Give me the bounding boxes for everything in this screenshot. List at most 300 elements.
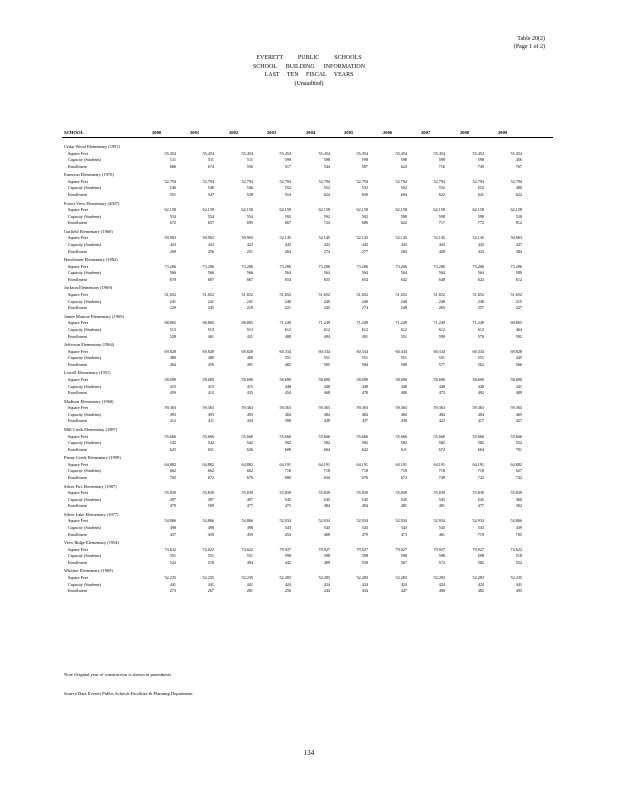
table-cell: 459	[246, 531, 253, 537]
table-cell: 55,666	[202, 433, 214, 439]
table-cell: 441	[515, 581, 522, 587]
table-cell: 552	[477, 185, 484, 191]
square-feet-row	[64, 320, 553, 326]
table-cell: 62,158	[318, 207, 330, 213]
header-rule	[62, 137, 553, 138]
table-cell: 667	[284, 220, 291, 226]
metric-label: Square Feet	[68, 490, 88, 496]
table-cell: 277	[361, 248, 368, 254]
table-cell: 62,158	[510, 207, 522, 213]
table-cell: 71,249	[472, 320, 484, 326]
table-cell: 461	[438, 531, 445, 537]
table-cell: 69,828	[202, 348, 214, 354]
metric-label: Capacity (Students)	[68, 411, 102, 417]
school-name: James Monroe Elementary (1969)	[64, 313, 124, 319]
table-cell: 612	[438, 326, 445, 332]
table-cell: 484	[477, 411, 484, 417]
table-cell: 672	[438, 446, 445, 452]
metric-label: Square Feet	[68, 263, 88, 269]
page-of-pages: (Page 1 of 2)	[513, 43, 545, 50]
table-cell: 58,690	[318, 376, 330, 382]
table-cell: 59,363	[318, 405, 330, 411]
table-cell: 598	[400, 553, 407, 559]
table-cell: 479	[361, 531, 368, 537]
title-line-district: EVERETT PUBLIC SCHOOLS	[256, 55, 362, 61]
table-cell: 215	[515, 298, 522, 304]
metric-label: Square Feet	[68, 292, 88, 298]
table-cell: 55,666	[510, 433, 522, 439]
table-cell: 686	[169, 163, 176, 169]
table-cell: 437	[361, 418, 368, 424]
table-cell: 51,652	[472, 292, 484, 298]
table-cell: 448	[438, 383, 445, 389]
table-cell: 58,690	[279, 376, 291, 382]
table-cell: 545	[361, 496, 368, 502]
table-cell: 498	[246, 525, 253, 531]
table-cell: 695	[246, 220, 253, 226]
table-cell: 497	[246, 496, 253, 502]
table-cell: 543	[438, 525, 445, 531]
table-cell: 240	[438, 298, 445, 304]
table-cell: 480	[169, 355, 176, 361]
table-cell: 598	[438, 157, 445, 163]
table-cell: 543	[477, 525, 484, 531]
metric-label: Enrollment	[68, 333, 87, 339]
table-cell: 52,235	[164, 575, 176, 581]
table-cell: 812	[515, 220, 522, 226]
table-cell: 73,206	[510, 263, 522, 269]
table-cell: 513	[246, 326, 253, 332]
enrollment-row	[64, 475, 553, 481]
capacity-row	[64, 497, 553, 503]
table-cell: 546	[246, 185, 253, 191]
table-cell: 554	[169, 213, 176, 219]
table-cell: 51,652	[241, 292, 253, 298]
table-cell: 477	[246, 503, 253, 509]
table-cell: 592	[361, 213, 368, 219]
table-cell: 554	[284, 192, 291, 198]
square-feet-row	[64, 235, 553, 241]
metric-label: Enrollment	[68, 503, 87, 509]
table-cell: 718	[477, 468, 484, 474]
table-cell: 384	[515, 248, 522, 254]
metric-label: Capacity (Students)	[68, 242, 102, 248]
table-cell: 564	[361, 270, 368, 276]
table-cell: 264	[284, 248, 291, 254]
table-cell: 50,963	[510, 235, 522, 241]
table-cell: 598	[284, 157, 291, 163]
table-cell: 448	[284, 383, 291, 389]
table-cell: 480	[246, 355, 253, 361]
table-cell: 52,794	[395, 178, 407, 184]
table-cell: 73,206	[356, 263, 368, 269]
table-cell: 546	[169, 185, 176, 191]
table-cell: 52,235	[241, 575, 253, 581]
enrollment-row	[64, 588, 553, 594]
table-cell: 505	[323, 361, 330, 367]
table-cell: 662	[207, 468, 214, 474]
school-block	[64, 370, 553, 398]
table-cell: 680	[284, 475, 291, 481]
table-cell: 484	[400, 411, 407, 417]
table-cell: 528	[246, 192, 253, 198]
table-cell: 480	[207, 355, 214, 361]
table-cell: 443	[323, 242, 330, 248]
table-cell: 564	[400, 270, 407, 276]
table-cell: 51,652	[433, 292, 445, 298]
table-cell: 59,363	[356, 405, 368, 411]
table-cell: 241	[207, 298, 214, 304]
table-cell: 55,666	[164, 433, 176, 439]
table-cell: 480	[515, 185, 522, 191]
table-cell: 54,866	[510, 518, 522, 524]
table-cell: 552	[400, 185, 407, 191]
square-feet-row	[64, 518, 553, 524]
table-cell: 624	[323, 192, 330, 198]
table-cell: 749	[477, 163, 484, 169]
table-cell: 552	[438, 185, 445, 191]
title-line-subject: SCHOOL BUILDING INFORMATION	[252, 63, 366, 70]
table-cell: 552	[323, 185, 330, 191]
table-cell: 52,934	[318, 518, 330, 524]
table-cell: 490	[438, 588, 445, 594]
table-cell: 448	[361, 383, 368, 389]
table-cell: 417	[477, 418, 484, 424]
square-feet-row	[64, 377, 553, 383]
table-cell: 52,235	[510, 575, 522, 581]
table-cell: 55,839	[395, 490, 407, 496]
table-cell: 473	[284, 503, 291, 509]
school-block	[64, 399, 553, 427]
capacity-row	[64, 468, 553, 474]
table-cell: 484	[323, 503, 330, 509]
table-cell: 73,206	[279, 263, 291, 269]
table-cell: 520	[515, 213, 522, 219]
table-cell: 676	[246, 475, 253, 481]
table-cell: 68,865	[510, 320, 522, 326]
school-name: Forest View Elementary (2007)	[64, 200, 120, 206]
table-cell: 74,622	[510, 546, 522, 552]
table-cell: 448	[477, 383, 484, 389]
metric-label: Capacity (Students)	[68, 298, 102, 304]
table-cell: 55,839	[472, 490, 484, 496]
square-feet-row	[64, 207, 553, 213]
school-block	[64, 229, 553, 257]
table-cell: 60,334	[279, 348, 291, 354]
table-cell: 227	[515, 305, 522, 311]
table-cell: 55,454	[395, 150, 407, 156]
table-cell: 54,866	[241, 518, 253, 524]
table-cell: 491	[438, 503, 445, 509]
table-cell: 551	[207, 553, 214, 559]
table-cell: 598	[477, 213, 484, 219]
table-cell: 71,249	[433, 320, 445, 326]
table-cell: 518	[207, 559, 214, 565]
table-cell: 479	[169, 503, 176, 509]
school-block	[64, 484, 553, 512]
table-cell: 749	[438, 475, 445, 481]
table-cell: 64,882	[202, 461, 214, 467]
column-header-year: 2008	[460, 130, 470, 135]
metric-label: Enrollment	[68, 446, 87, 452]
table-cell: 415	[246, 383, 253, 389]
table-cell: 59,363	[510, 405, 522, 411]
school-table-body	[64, 144, 553, 597]
table-cell: 423	[169, 242, 176, 248]
table-cell: 79,927	[318, 546, 330, 552]
table-cell: 604	[323, 446, 330, 452]
table-cell: 475	[438, 390, 445, 396]
table-cell: 497	[169, 496, 176, 502]
capacity-row	[64, 384, 553, 390]
table-cell: 251	[246, 248, 253, 254]
metric-label: Square Feet	[68, 178, 88, 184]
table-cell: 55,839	[356, 490, 368, 496]
table-cell: 428	[438, 248, 445, 254]
capacity-row	[64, 440, 553, 446]
table-cell: 441	[207, 581, 214, 587]
table-cell: 52,145	[318, 235, 330, 241]
table-cell: 441	[246, 581, 253, 587]
table-cell: 52,145	[279, 235, 291, 241]
table-cell: 52,794	[356, 178, 368, 184]
table-cell: 59,363	[164, 405, 176, 411]
metric-label: Enrollment	[68, 390, 87, 396]
table-cell: 582	[361, 440, 368, 446]
table-cell: 284	[400, 248, 407, 254]
table-cell: 580	[515, 270, 522, 276]
table-cell: 245	[323, 305, 330, 311]
table-cell: 427	[515, 418, 522, 424]
table-cell: 441	[515, 383, 522, 389]
metric-label: Enrollment	[68, 559, 87, 565]
table-cell: 702	[169, 475, 176, 481]
capacity-row	[64, 412, 553, 418]
table-cell: 491	[361, 333, 368, 339]
table-cell: 73,206	[472, 263, 484, 269]
school-block	[64, 201, 553, 229]
metric-label: Square Feet	[68, 575, 88, 581]
table-cell: 445	[515, 355, 522, 361]
metric-label: Capacity (Students)	[68, 270, 102, 276]
school-name: Penny Creek Elementary (1999)	[64, 455, 121, 461]
metric-label: Square Feet	[68, 207, 88, 213]
table-cell: 265	[438, 305, 445, 311]
table-cell: 54,866	[164, 518, 176, 524]
table-cell: 582	[323, 440, 330, 446]
table-cell: 55,839	[202, 490, 214, 496]
table-cell: 612	[477, 326, 484, 332]
table-cell: 79,927	[279, 546, 291, 552]
table-cell: 424	[400, 581, 407, 587]
table-cell: 398	[284, 418, 291, 424]
table-cell: 422	[438, 418, 445, 424]
table-cell: 545	[323, 496, 330, 502]
table-cell: 52,145	[356, 235, 368, 241]
table-cell: 441	[169, 581, 176, 587]
school-block	[64, 342, 553, 370]
table-cell: 552	[284, 185, 291, 191]
table-cell: 55,454	[202, 150, 214, 156]
table-cell: 443	[438, 242, 445, 248]
table-cell: 566	[169, 270, 176, 276]
table-cell: 551	[477, 355, 484, 361]
table-cell: 74,622	[241, 546, 253, 552]
table-cell: 424	[438, 581, 445, 587]
table-cell: 442	[284, 559, 291, 565]
capacity-row	[64, 525, 553, 531]
table-cell: 424	[477, 581, 484, 587]
table-cell: 484	[438, 411, 445, 417]
table-cell: 488	[284, 333, 291, 339]
table-cell: 59,363	[202, 405, 214, 411]
table-cell: 492	[477, 390, 484, 396]
table-cell: 424	[323, 581, 330, 587]
capacity-row	[64, 299, 553, 305]
table-cell: 73,206	[318, 263, 330, 269]
metric-label: Capacity (Students)	[68, 383, 102, 389]
table-cell: 592	[515, 333, 522, 339]
table-cell: 625	[169, 446, 176, 452]
metric-label: Square Feet	[68, 320, 88, 326]
table-cell: 598	[438, 213, 445, 219]
metric-label: Capacity (Students)	[68, 326, 102, 332]
square-feet-row	[64, 575, 553, 581]
table-cell: 55,666	[395, 433, 407, 439]
table-cell: 484	[323, 411, 330, 417]
table-cell: 50,963	[241, 235, 253, 241]
table-cell: 71,249	[395, 320, 407, 326]
school-name: Garfield Elementary (1960)	[64, 228, 113, 234]
table-cell: 582	[400, 440, 407, 446]
table-cell: 498	[207, 525, 214, 531]
table-cell: 240	[284, 298, 291, 304]
footnote: Note Original year of construction is shown in parenthesis	[64, 672, 172, 677]
table-cell: 504	[361, 361, 368, 367]
table-cell: 51,652	[202, 292, 214, 298]
table-cell: 55,454	[472, 150, 484, 156]
square-feet-row	[64, 264, 553, 270]
table-cell: 545	[284, 496, 291, 502]
table-cell: 670	[169, 276, 176, 282]
school-name: Mill Creek Elementary (1987)	[64, 426, 118, 432]
metric-label: Capacity (Students)	[68, 440, 102, 446]
table-cell: 551	[400, 333, 407, 339]
school-name: Jefferson Elementary (1964)	[64, 342, 115, 348]
table-cell: 52,283	[279, 575, 291, 581]
metric-label: Capacity (Students)	[68, 496, 102, 502]
table-cell: 51,652	[279, 292, 291, 298]
table-cell: 582	[477, 440, 484, 446]
table-cell: 55,666	[433, 433, 445, 439]
school-block	[64, 285, 553, 313]
table-cell: 459	[207, 361, 214, 367]
metric-label: Capacity (Students)	[68, 468, 102, 474]
table-cell: 459	[169, 390, 176, 396]
table-cell: 566	[207, 270, 214, 276]
table-cell: 55,666	[472, 433, 484, 439]
metric-label: Capacity (Students)	[68, 213, 102, 219]
table-cell: 480	[400, 390, 407, 396]
table-cell: 448	[400, 383, 407, 389]
table-cell: 552	[515, 559, 522, 565]
table-cell: 662	[169, 468, 176, 474]
table-cell: 73,206	[164, 263, 176, 269]
table-cell: 454	[284, 390, 291, 396]
table-cell: 719	[477, 531, 484, 537]
school-block	[64, 455, 553, 483]
capacity-row	[64, 355, 553, 361]
table-cell: 622	[515, 192, 522, 198]
table-cell: 717	[438, 220, 445, 226]
table-cell: 497	[207, 496, 214, 502]
table-cell: 542	[207, 440, 214, 446]
table-cell: 54,866	[202, 518, 214, 524]
table-cell: 551	[169, 192, 176, 198]
table-cell: 74,622	[202, 546, 214, 552]
table-cell: 718	[438, 468, 445, 474]
table-cell: 454	[284, 531, 291, 537]
table-cell: 564	[284, 270, 291, 276]
metric-label: Capacity (Students)	[68, 553, 102, 559]
table-cell: 598	[284, 553, 291, 559]
capacity-row	[64, 185, 553, 191]
column-header-year: 2000	[152, 130, 162, 135]
table-cell: 772	[477, 220, 484, 226]
table-cell: 52,794	[241, 178, 253, 184]
table-cell: 55,454	[433, 150, 445, 156]
table-number: Table 20(2)	[517, 36, 545, 42]
table-cell: 55,454	[510, 150, 522, 156]
square-feet-row	[64, 151, 553, 157]
metric-label: Enrollment	[68, 163, 87, 169]
table-cell: 52,794	[164, 178, 176, 184]
table-cell: 655	[323, 276, 330, 282]
table-cell: 564	[323, 270, 330, 276]
table-cell: 495	[515, 588, 522, 594]
table-cell: 542	[246, 440, 253, 446]
table-cell: 447	[400, 588, 407, 594]
table-cell: 69,828	[510, 348, 522, 354]
metric-label: Enrollment	[68, 531, 87, 537]
table-cell: 676	[361, 475, 368, 481]
table-cell: 281	[246, 588, 253, 594]
capacity-row	[64, 553, 553, 559]
enrollment-row	[64, 220, 553, 226]
table-cell: 274	[361, 305, 368, 311]
table-cell: 55,839	[318, 490, 330, 496]
table-cell: 493	[169, 411, 176, 417]
metric-label: Capacity (Students)	[68, 581, 102, 587]
school-name: View Ridge Elementary (1954)	[64, 540, 119, 546]
table-cell: 718	[323, 468, 330, 474]
table-cell: 273	[169, 588, 176, 594]
table-cell: 435	[246, 390, 253, 396]
table-cell: 502	[515, 503, 522, 509]
table-cell: 551	[246, 553, 253, 559]
square-feet-row	[64, 405, 553, 411]
table-cell: 55,454	[356, 150, 368, 156]
table-cell: 513	[207, 326, 214, 332]
metric-label: Square Feet	[68, 150, 88, 156]
column-header-year: 2004	[306, 130, 316, 135]
report-title	[0, 54, 618, 88]
table-cell: 494	[246, 559, 253, 565]
metric-label: Enrollment	[68, 418, 87, 424]
table-cell: 460	[515, 496, 522, 502]
table-cell: 468	[323, 531, 330, 537]
table-cell: 477	[477, 503, 484, 509]
